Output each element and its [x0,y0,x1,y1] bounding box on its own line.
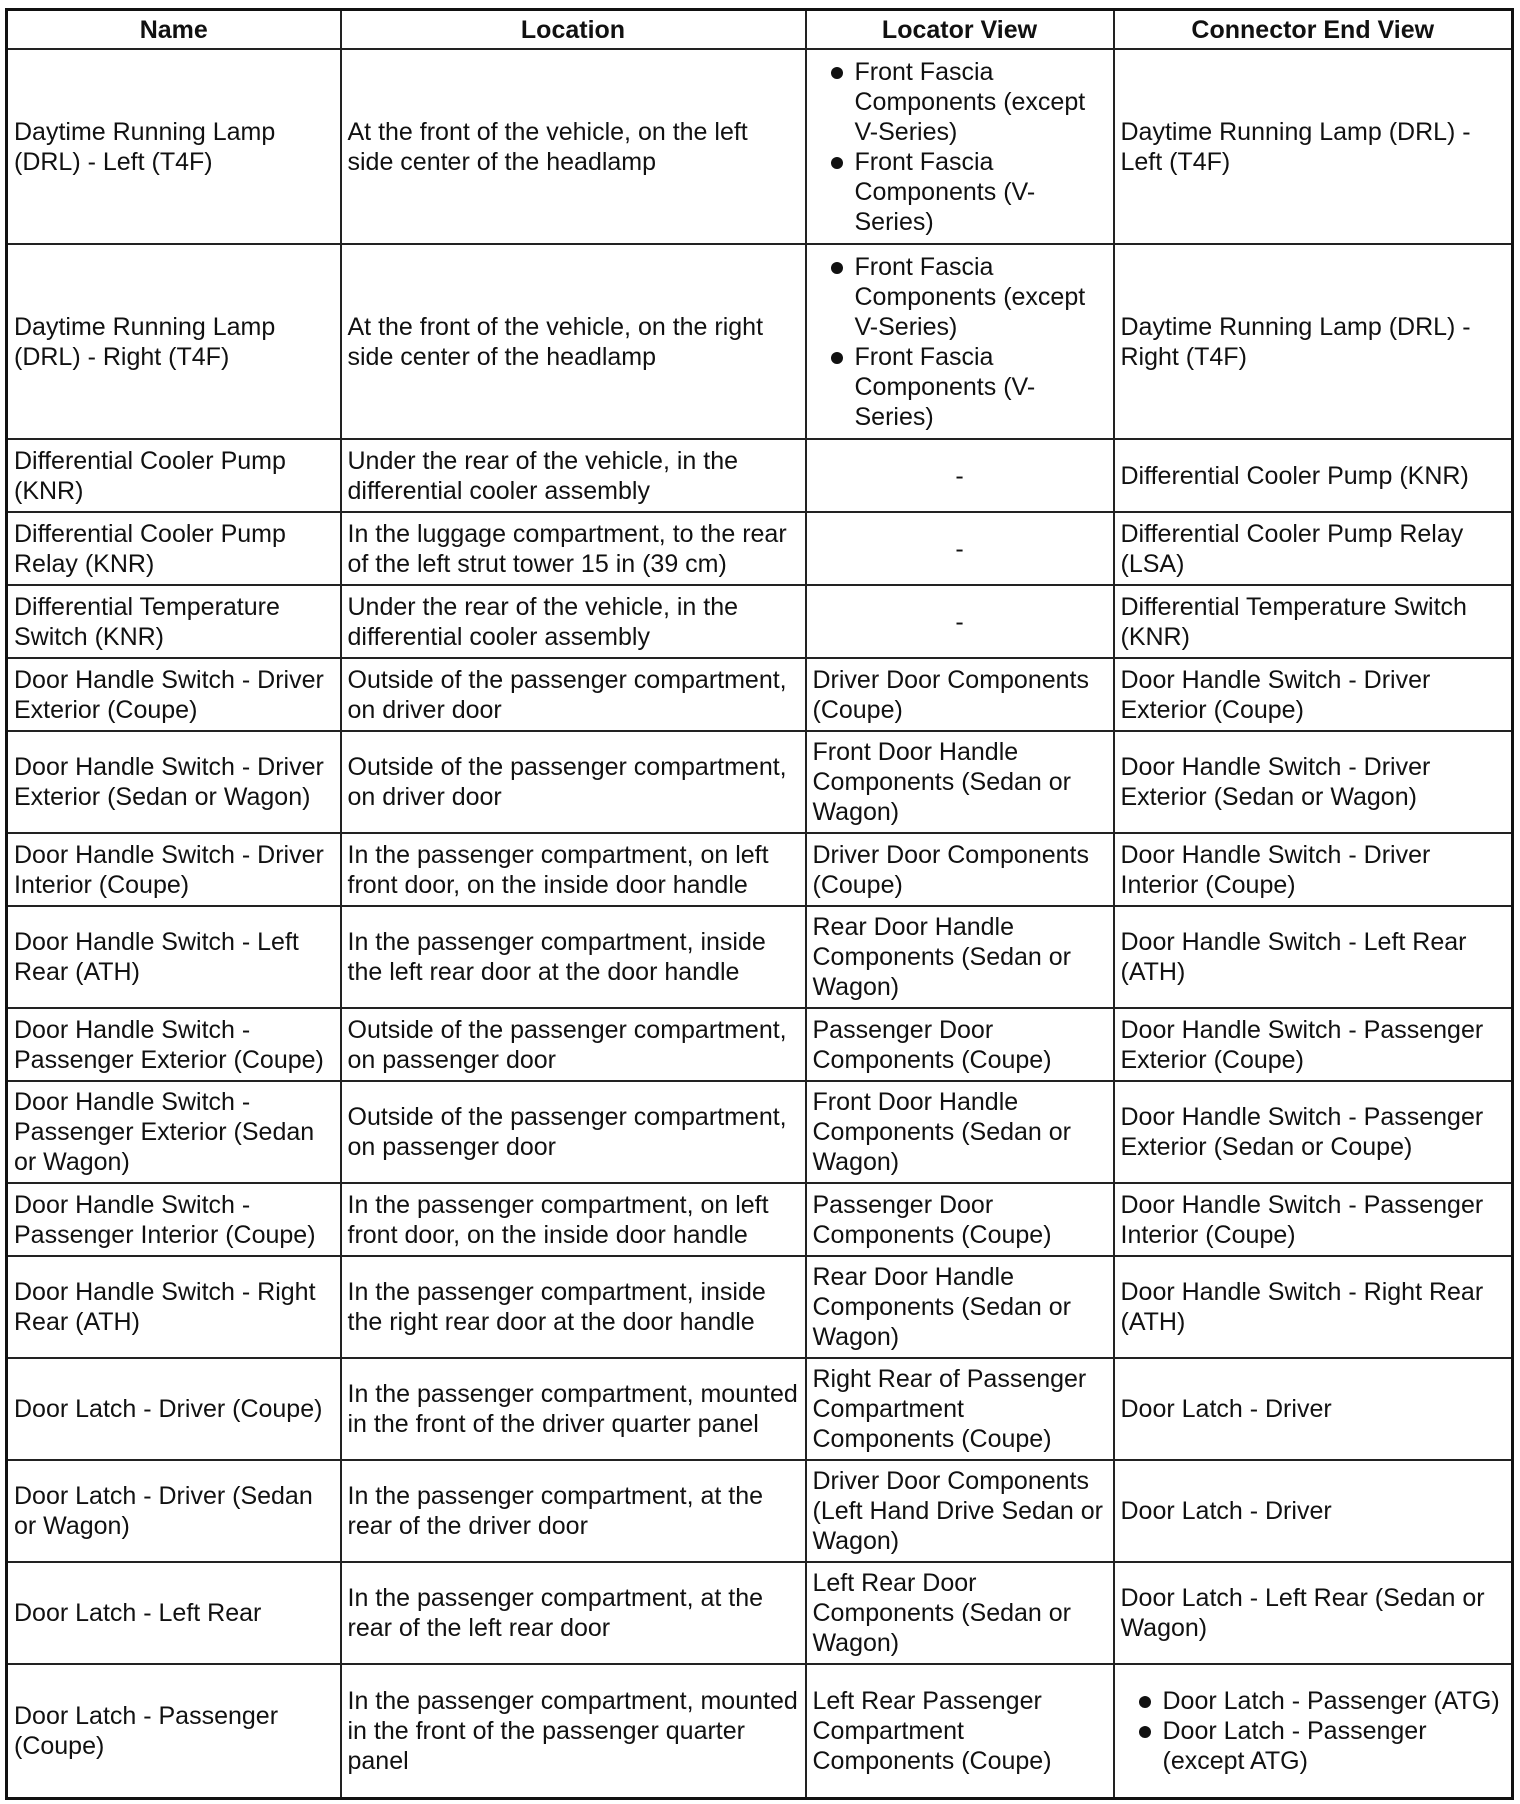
cell-connector-end-view: Differential Cooler Pump (KNR) [1114,439,1513,512]
locator-bullet-list [813,57,1107,237]
cell-locator-view: Rear Door Handle Components (Sedan or Wagon) [806,906,1114,1008]
connector-bullet-item: Door Latch - Passenger (except ATG) [1121,1716,1506,1776]
cell-location: In the passenger compartment, on left front door, on the inside door handle [341,833,806,906]
cell-name: Door Handle Switch - Left Rear (ATH) [7,906,341,1008]
cell-locator-view: Driver Door Components (Coupe) [806,833,1114,906]
table-row [7,1081,1513,1183]
table-row [7,731,1513,833]
table-row [7,49,1513,244]
cell-name: Daytime Running Lamp (DRL) - Left (T4F) [7,49,341,244]
header-name: Name [7,10,341,50]
table-row [7,1183,1513,1256]
table-row [7,585,1513,658]
cell-locator-view: Left Rear Passenger Compartment Components (Coupe) [806,1664,1114,1798]
connector-bullet-list [1121,1686,1506,1776]
cell-name: Door Latch - Driver (Coupe) [7,1358,341,1460]
table-row [7,244,1513,439]
cell-connector-end-view: Door Handle Switch - Passenger Exterior (Sedan or Coupe) [1114,1081,1513,1183]
cell-location: Under the rear of the vehicle, in the differential cooler assembly [341,585,806,658]
cell-locator-view: Right Rear of Passenger Compartment Components (Coupe) [806,1358,1114,1460]
table-row [7,1664,1513,1798]
cell-connector-end-view: Door Latch - Driver [1114,1460,1513,1562]
cell-name: Door Handle Switch - Passenger Interior (Coupe) [7,1183,341,1256]
cell-location: In the passenger compartment, mounted in the front of the passenger quarter panel [341,1664,806,1798]
table-header-row [7,10,1513,50]
cell-location: At the front of the vehicle, on the left side center of the headlamp [341,49,806,244]
cell-connector-end-view: Differential Temperature Switch (KNR) [1114,585,1513,658]
cell-name: Daytime Running Lamp (DRL) - Right (T4F) [7,244,341,439]
cell-locator-view: Passenger Door Components (Coupe) [806,1183,1114,1256]
table-row [7,658,1513,731]
cell-location: Outside of the passenger compartment, on passenger door [341,1081,806,1183]
connector-bullet-item: Door Latch - Passenger (ATG) [1121,1686,1506,1716]
cell-connector-end-view: Door Handle Switch - Driver Interior (Coupe) [1114,833,1513,906]
table-row [7,1562,1513,1664]
cell-locator-view: Left Rear Door Components (Sedan or Wagon) [806,1562,1114,1664]
cell-name: Differential Temperature Switch (KNR) [7,585,341,658]
cell-connector-end-view: Door Handle Switch - Passenger Interior (Coupe) [1114,1183,1513,1256]
table-row [7,1460,1513,1562]
cell-location: In the passenger compartment, inside the left rear door at the door handle [341,906,806,1008]
table-row [7,1008,1513,1081]
cell-locator-view [806,49,1114,244]
cell-locator-view: Passenger Door Components (Coupe) [806,1008,1114,1081]
table-row [7,833,1513,906]
table-row [7,1358,1513,1460]
cell-location: Outside of the passenger compartment, on driver door [341,731,806,833]
cell-name: Door Latch - Passenger (Coupe) [7,1664,341,1798]
cell-connector-end-view: Door Handle Switch - Right Rear (ATH) [1114,1256,1513,1358]
component-locator-table [5,8,1514,1800]
cell-connector-end-view: Daytime Running Lamp (DRL) - Left (T4F) [1114,49,1513,244]
cell-locator-view: Driver Door Components (Coupe) [806,658,1114,731]
cell-name: Door Handle Switch - Right Rear (ATH) [7,1256,341,1358]
table-row [7,512,1513,585]
cell-locator-view: Rear Door Handle Components (Sedan or Wagon) [806,1256,1114,1358]
cell-location: Under the rear of the vehicle, in the differential cooler assembly [341,439,806,512]
cell-location: In the passenger compartment, inside the right rear door at the door handle [341,1256,806,1358]
cell-name: Differential Cooler Pump Relay (KNR) [7,512,341,585]
cell-locator-view: Front Door Handle Components (Sedan or Wagon) [806,731,1114,833]
locator-bullet-item: Front Fascia Components (except V-Series) [813,252,1107,342]
component-locator-table-container [5,8,1511,1800]
locator-bullet-item: Front Fascia Components (V-Series) [813,147,1107,237]
cell-locator-view: - [806,512,1114,585]
table-row [7,1256,1513,1358]
cell-name: Door Handle Switch - Passenger Exterior (Coupe) [7,1008,341,1081]
cell-name: Door Handle Switch - Driver Exterior (Coupe) [7,658,341,731]
cell-connector-end-view [1114,1664,1513,1798]
cell-name: Door Latch - Driver (Sedan or Wagon) [7,1460,341,1562]
cell-name: Door Latch - Left Rear [7,1562,341,1664]
header-locator-view: Locator View [806,10,1114,50]
cell-location: In the passenger compartment, at the rear of the driver door [341,1460,806,1562]
cell-location: Outside of the passenger compartment, on driver door [341,658,806,731]
cell-connector-end-view: Door Handle Switch - Passenger Exterior (Coupe) [1114,1008,1513,1081]
locator-bullet-item: Front Fascia Components (V-Series) [813,342,1107,432]
cell-name: Door Handle Switch - Driver Interior (Coupe) [7,833,341,906]
cell-locator-view: Driver Door Components (Left Hand Drive Sedan or Wagon) [806,1460,1114,1562]
cell-locator-view: - [806,439,1114,512]
cell-location: In the passenger compartment, at the rear of the left rear door [341,1562,806,1664]
header-location: Location [341,10,806,50]
cell-name: Differential Cooler Pump (KNR) [7,439,341,512]
cell-location: In the passenger compartment, mounted in the front of the driver quarter panel [341,1358,806,1460]
locator-bullet-list [813,252,1107,432]
cell-location: Outside of the passenger compartment, on passenger door [341,1008,806,1081]
cell-connector-end-view: Door Latch - Driver [1114,1358,1513,1460]
cell-locator-view: - [806,585,1114,658]
cell-connector-end-view: Differential Cooler Pump Relay (LSA) [1114,512,1513,585]
cell-connector-end-view: Door Latch - Left Rear (Sedan or Wagon) [1114,1562,1513,1664]
cell-connector-end-view: Door Handle Switch - Left Rear (ATH) [1114,906,1513,1008]
cell-connector-end-view: Door Handle Switch - Driver Exterior (Sedan or Wagon) [1114,731,1513,833]
cell-locator-view: Front Door Handle Components (Sedan or Wagon) [806,1081,1114,1183]
locator-bullet-item: Front Fascia Components (except V-Series) [813,57,1107,147]
table-row [7,439,1513,512]
cell-connector-end-view: Door Handle Switch - Driver Exterior (Coupe) [1114,658,1513,731]
cell-connector-end-view: Daytime Running Lamp (DRL) - Right (T4F) [1114,244,1513,439]
cell-name: Door Handle Switch - Driver Exterior (Sedan or Wagon) [7,731,341,833]
cell-locator-view [806,244,1114,439]
cell-location: In the luggage compartment, to the rear of the left strut tower 15 in (39 cm) [341,512,806,585]
cell-location: In the passenger compartment, on left front door, on the inside door handle [341,1183,806,1256]
cell-location: At the front of the vehicle, on the right side center of the headlamp [341,244,806,439]
cell-name: Door Handle Switch - Passenger Exterior (Sedan or Wagon) [7,1081,341,1183]
table-row [7,906,1513,1008]
header-connector-end-view: Connector End View [1114,10,1513,50]
